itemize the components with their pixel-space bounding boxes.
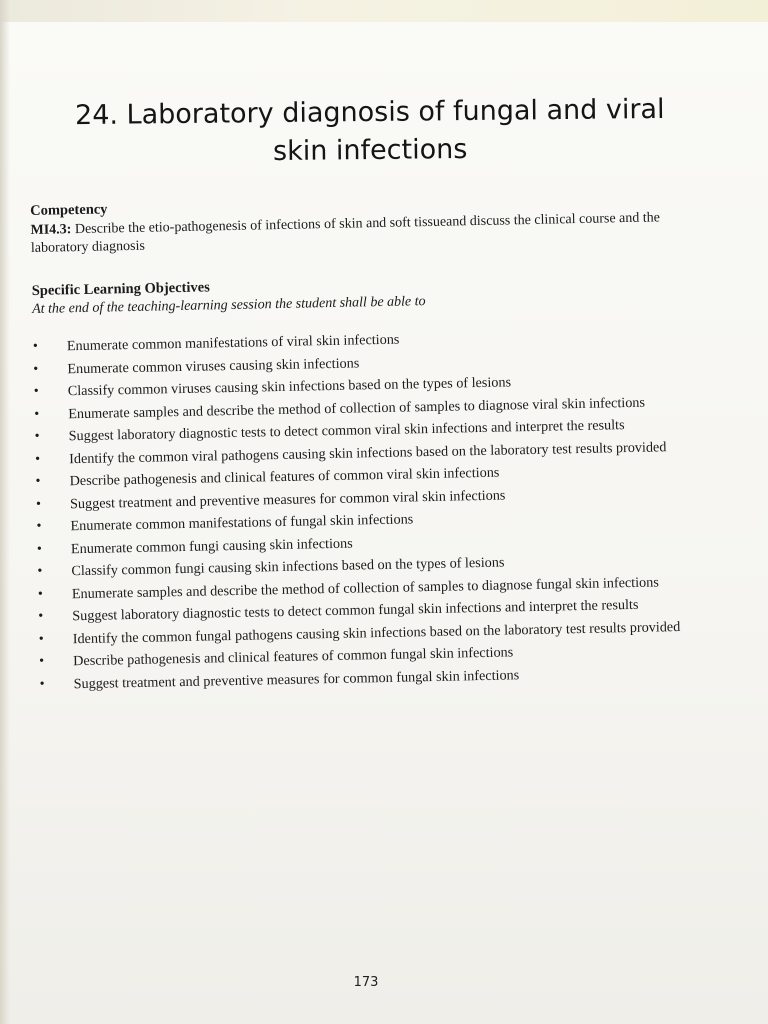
bullet-icon: • xyxy=(38,608,44,624)
chapter-title xyxy=(20,90,721,173)
bullet-icon: • xyxy=(35,473,41,489)
bullet-icon: • xyxy=(36,518,42,534)
objective-text: Enumerate samples and describe the method of collection of samples to diagnose viral skin infections xyxy=(68,394,646,422)
objective-text: Suggest treatment and preventive measures for common fungal skin infections xyxy=(73,666,520,692)
objective-text: Enumerate samples and describe the method of collection of samples to diagnose fungal skin infections xyxy=(71,573,659,602)
page-edge-top xyxy=(0,0,768,22)
bullet-icon: • xyxy=(36,541,43,557)
objective-text: Identify the common fungal pathogens causing skin infections based on the laboratory test results provided xyxy=(72,618,681,647)
competency-code: MI4.3: xyxy=(30,222,72,238)
bullet-icon: • xyxy=(34,428,40,444)
bullet-icon: • xyxy=(38,631,44,647)
competency-heading: Competency xyxy=(30,201,108,219)
bullet-icon: • xyxy=(39,676,45,692)
bullet-icon: • xyxy=(34,406,40,422)
objective-text: Enumerate common viruses causing skin infections xyxy=(67,354,360,377)
page-edge-left xyxy=(0,0,10,1024)
objective-text: Suggest laboratory diagnostic tests to detect common fungal skin infections and interpret the results xyxy=(72,596,639,625)
bullet-icon: • xyxy=(33,383,39,399)
bullet-icon: • xyxy=(32,338,38,354)
objective-text: Classify common viruses causing skin infections based on the types of lesions xyxy=(67,374,512,400)
bullet-icon: • xyxy=(33,361,39,377)
chapter-title-line-1: 24. Laboratory diagnosis of fungal and viral xyxy=(74,93,665,132)
bullet-icon: • xyxy=(35,451,41,467)
page-number: 173 xyxy=(353,975,379,990)
bullet-icon: • xyxy=(37,563,43,579)
objectives-intro: At the end of the teaching-learning session the student shall be able to xyxy=(32,294,426,317)
objectives-list xyxy=(33,323,720,695)
objective-text: Describe pathogenesis and clinical features of common viral skin infections xyxy=(69,464,500,490)
objective-text: Describe pathogenesis and clinical features of common fungal skin infections xyxy=(73,644,514,670)
objective-text: Identify the common viral pathogens causing skin infections based on the laboratory test results provided xyxy=(69,438,667,467)
competency-text: Describe the etio-pathogenesis of infections of skin and soft tissueand discuss the clinical course and the laboratory diagnosis xyxy=(30,210,661,256)
objectives-heading: Specific Learning Objectives xyxy=(31,279,210,299)
objective-text: Classify common fungi causing skin infections based on the types of lesions xyxy=(71,554,505,580)
bullet-icon: • xyxy=(39,653,45,669)
chapter-content xyxy=(30,188,720,697)
objective-text: Suggest treatment and preventive measures for common viral skin infections xyxy=(69,487,506,512)
bullet-icon: • xyxy=(37,586,43,602)
objective-text: Suggest laboratory diagnostic tests to detect common viral skin infections and interpret the results xyxy=(68,417,625,445)
chapter-title-line-2: skin infections xyxy=(272,133,468,168)
objective-text: Enumerate common manifestations of fungal skin infections xyxy=(70,511,414,535)
objective-text: Enumerate common manifestations of viral skin infections xyxy=(66,331,400,355)
objective-text: Enumerate common fungi causing skin infections xyxy=(70,535,353,557)
bullet-icon: • xyxy=(35,496,42,512)
